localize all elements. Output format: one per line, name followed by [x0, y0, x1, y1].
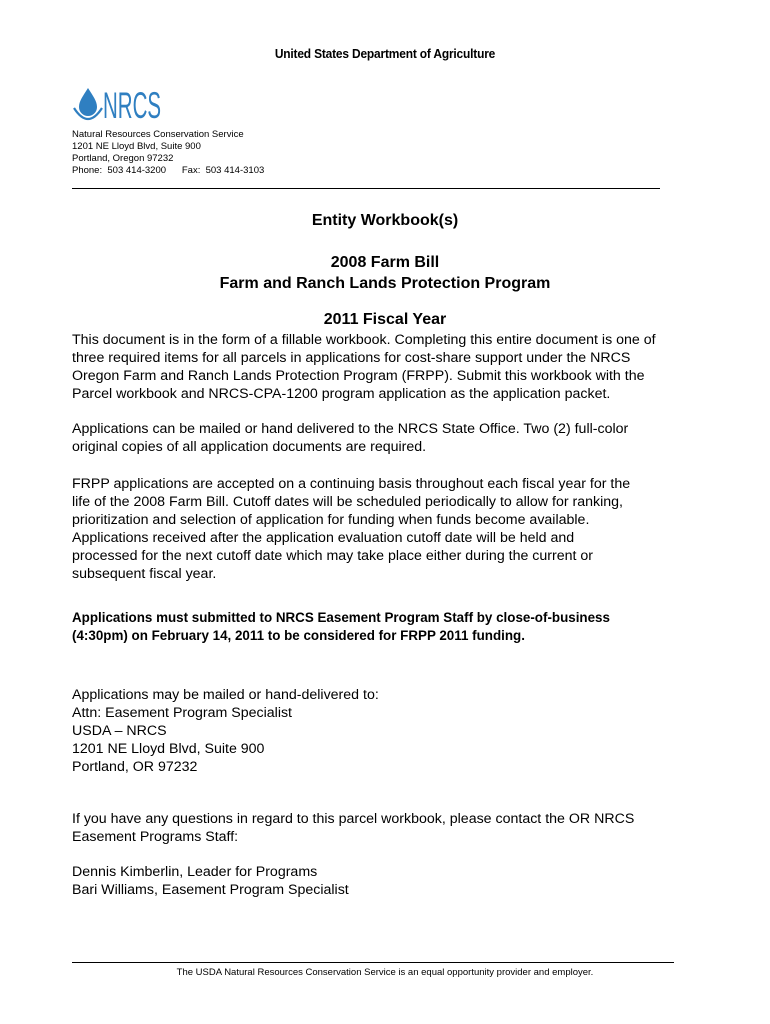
- address-line: Natural Resources Conservation Service: [72, 129, 244, 140]
- water-drop-icon: [74, 88, 102, 119]
- text-line: FRPP applications are accepted on a continuing basis throughout each fiscal year for the: [72, 476, 631, 492]
- text-line: This document is in the form of a fillable workbook. Completing this entire document is one of: [72, 332, 656, 348]
- footer-divider: [72, 962, 674, 963]
- text-line: processed for the next cutoff date which may take place either during the current or: [72, 548, 594, 564]
- text-line: Attn: Easement Program Specialist: [72, 705, 293, 721]
- intro-paragraph: [72, 331, 702, 403]
- address-line: Portland, Oregon 97232: [72, 153, 174, 164]
- contact-item: Dennis Kimberlin, Leader for Programs: [72, 864, 318, 880]
- fiscal-year-title: 2011 Fiscal Year: [323, 311, 447, 328]
- address-line: 1201 NE Lloyd Blvd, Suite 900: [72, 141, 201, 152]
- acceptance-paragraph: [72, 475, 702, 583]
- deadline-notice: [72, 609, 702, 645]
- text-line: subsequent fiscal year.: [72, 566, 217, 582]
- delivery-paragraph: [72, 420, 702, 456]
- office-address: [72, 129, 264, 177]
- document-title: Entity Workbook(s): [311, 212, 459, 229]
- logo-text: NRCS: [103, 85, 161, 126]
- contact-paragraph: [72, 810, 702, 846]
- farm-bill-title: 2008 Farm Bill: [330, 254, 440, 271]
- header-divider: [72, 188, 660, 189]
- text-line: Parcel workbook and NRCS-CPA-1200 program application as the application packet.: [72, 386, 611, 402]
- text-line: Oregon Farm and Ranch Lands Protection Program (FRPP). Submit this workbook with the: [72, 368, 645, 384]
- agency-header: United States Department of Agriculture: [274, 46, 496, 61]
- text-line: If you have any questions in regard to this parcel workbook, please contact the OR NRCS: [72, 811, 635, 827]
- text-line: Applications can be mailed or hand delivered to the NRCS State Office. Two (2) full-color: [72, 421, 629, 437]
- text-line: USDA – NRCS: [72, 723, 167, 739]
- text-line: Portland, OR 97232: [72, 759, 198, 775]
- phone-fax-line: Phone: 503 414-3200 Fax: 503 414-3103: [72, 165, 265, 176]
- contact-list: [72, 863, 702, 899]
- mailing-address-block: [72, 686, 702, 776]
- text-line: Applications received after the application evaluation cutoff date will be held and: [72, 530, 575, 546]
- text-line: Easement Programs Staff:: [72, 829, 239, 845]
- text-line: life of the 2008 Farm Bill. Cutoff dates will be scheduled periodically to allow for ranking,: [72, 494, 623, 510]
- program-title: Farm and Ranch Lands Protection Program: [219, 275, 551, 292]
- footer-statement: The USDA Natural Resources Conservation Service is an equal opportunity provider and employer.: [176, 967, 594, 978]
- contact-item: Bari Williams, Easement Program Specialist: [72, 882, 349, 898]
- text-line: Applications must submitted to NRCS Easement Program Staff by close-of-business: [72, 610, 610, 625]
- text-line: Applications may be mailed or hand-delivered to:: [72, 687, 379, 703]
- text-line: (4:30pm) on February 14, 2011 to be considered for FRPP 2011 funding.: [72, 628, 525, 643]
- text-line: original copies of all application documents are required.: [72, 439, 427, 455]
- nrcs-logo: [72, 82, 164, 126]
- text-line: prioritization and selection of application for funding when funds become available.: [72, 512, 590, 528]
- text-line: three required items for all parcels in applications for cost-share support under the NRCS: [72, 350, 631, 366]
- text-line: 1201 NE Lloyd Blvd, Suite 900: [72, 741, 265, 757]
